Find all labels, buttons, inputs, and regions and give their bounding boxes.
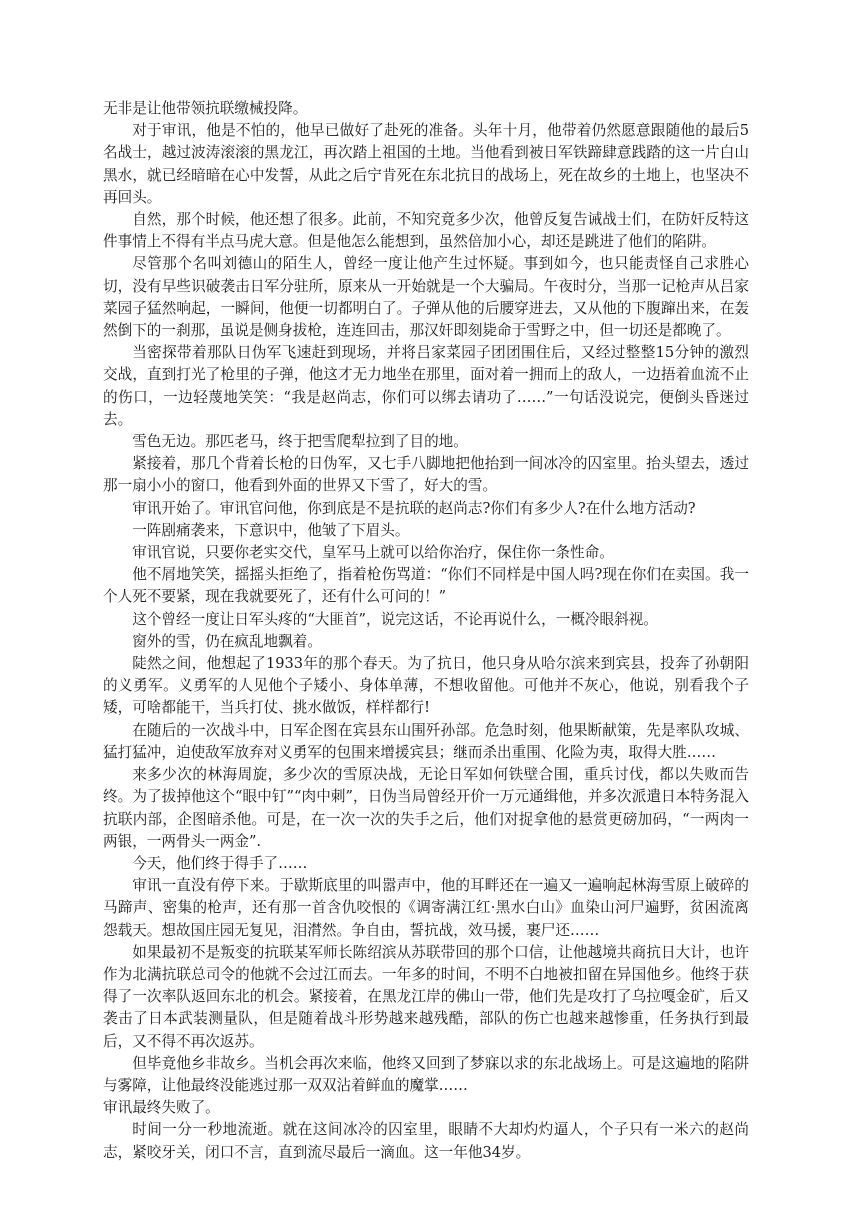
paragraph: 紧接着，那几个背着长枪的日伪军，又七手八脚地把他抬到一间冰冷的囚室里。抬头望去，透过那一扇小小的窗口，他看到外面的世界又下雪了，好大的雪。 bbox=[103, 455, 749, 495]
paragraph: 这个曾经一度让日军头疼的“大匪首”，说完这话，不论再说什么，一概冷眼斜视。 bbox=[132, 610, 658, 628]
paragraph: 一阵剧痛袭来，下意识中，他皱了下眉头。 bbox=[132, 521, 410, 539]
paragraph: 审讯最终失败了。 bbox=[103, 1099, 220, 1117]
paragraph: 在随后的一次战斗中，日军企图在宾县东山围歼孙部。危急时刻，他果断献策，先是率队攻城、猛打猛冲，迫使敌军放弃对义勇军的包围来增援宾县；继而杀出重围、化险为夷，取得大胜…… bbox=[103, 721, 749, 761]
paragraph: 自然，那个时候，他还想了很多。此前，不知究竟多少次，他曾反复告诫战士们，在防奸反特这件事情上不得有半点马虎大意。但是他怎么能想到，虽然倍加小心，却还是跳进了他们的陷阱。 bbox=[103, 211, 749, 251]
paragraph: 审讯官说，只要你老实交代，皇军马上就可以给你治疗，保住你一条性命。 bbox=[132, 544, 614, 562]
paragraph: 审讯一直没有停下来。于歇斯底里的叫嚣声中，他的耳畔还在一遍又一遍响起林海雪原上破碎的马蹄声、密集的枪声，还有那一首含仇咬恨的《调寄满江红·黑水白山》血染山河尸遍野，贫困流离怨载天。想故国庄园无复见，泪潸然。争自由，誓抗战，效马援，裹尸还…… bbox=[103, 877, 749, 939]
paragraph: 窗外的雪，仍在疯乱地飘着。 bbox=[132, 632, 322, 650]
paragraph: 但毕竟他乡非故乡。当机会再次来临，他终又回到了梦寐以求的东北战场上。可是这遍地的陷阱与雾障，让他最终没能逃过那一双双沾着鲜血的魔掌…… bbox=[103, 1054, 749, 1094]
article-body bbox=[103, 98, 749, 1164]
paragraph: 如果最初不是叛变的抗联某军师长陈绍滨从苏联带回的那个口信，让他越境共商抗日大计，也许作为北满抗联总司令的他就不会过江而去。一年多的时间，不明不白地被扣留在异国他乡。他终于获得了一次率队返回东北的机会。紧接着，在黑龙江岸的佛山一带，他们先是攻打了乌拉嘎金矿，后又袭击了日本武装测量队，但是随着战斗形势越来越残酷，部队的伤亡也越来越惨重，任务执行到最后，又不得不再次返苏。 bbox=[103, 943, 749, 1050]
paragraph: 时间一分一秒地流逝。就在这间冰冷的囚室里，眼睛不大却灼灼逼人，个子只有一米六的赵尚志，紧咬牙关，闭口不言，直到流尽最后一滴血。这一年他34岁。 bbox=[103, 1121, 749, 1161]
paragraph: 无非是让他带领抗联缴械投降。 bbox=[103, 100, 308, 117]
paragraph: 审讯开始了。审讯官问他，你到底是不是抗联的赵尚志?你们有多少人?在什么地方活动? bbox=[132, 499, 696, 517]
paragraph: 来多少次的林海周旋，多少次的雪原决战，无论日军如何铁壁合围，重兵讨伐，都以失败而告终。为了拔掉他这个“眼中钉”“肉中刺”，日伪当局曾经开价一万元通缉他，并多次派遣日本特务混入抗联内部，企图暗杀他。可是，在一次一次的失手之后，他们对捉拿他的悬赏更磅加码，“一两肉一两银，一两骨头一两金”. bbox=[103, 766, 749, 850]
paragraph: 当密探带着那队日伪军飞速赶到现场，并将吕家菜园子团团围住后，又经过整整15分钟的激烈交战，直到打光了枪里的子弹，他这才无力地坐在那里，面对着一拥而上的敌人，一边捂着血流不止的伤口，一边轻蔑地笑笑：“我是赵尚志，你们可以绑去请功了……”一句话没说完，便倒头昏迷过去。 bbox=[103, 344, 749, 428]
paragraph: 他不屑地笑笑，摇摇头拒绝了，指着枪伤骂道：“你们不同样是中国人吗?现在你们在卖国。我一个人死不要紧，现在我就要死了，还有什么可问的！” bbox=[103, 566, 749, 606]
paragraph: 陡然之间，他想起了1933年的那个春天。为了抗日，他只身从哈尔滨来到宾县，投奔了孙朝阳的义勇军。义勇军的人见他个子矮小、身体单薄，不想收留他。可他并不灰心，他说，别看我个子矮，可啥都能干，当兵打仗、挑水做饭，样样都行! bbox=[103, 655, 749, 717]
paragraph: 尽管那个名叫刘德山的陌生人，曾经一度让他产生过怀疑。事到如今，也只能责怪自己求胜心切，没有早些识破袭击日军分驻所，原来从一开始就是一个大骗局。午夜时分，当那一记枪声从吕家菜园子猛然响起，一瞬间，他便一切都明白了。子弹从他的后腰穿进去，又从他的下腹蹿出来，在轰然倒下的一刹那，虽说是侧身拔枪，连连回击，那汉奸即刻毙命于雪野之中，但一切还是都晚了。 bbox=[103, 255, 749, 340]
paragraph: 对于审讯，他是不怕的，他早已做好了赴死的准备。头年十月，他带着仍然愿意跟随他的最后5名战士，越过波涛滚滚的黑龙江，再次踏上祖国的土地。当他看到被日军铁蹄肆意践踏的这一片白山黑水，就已经暗暗在心中发誓，从此之后宁肯死在东北抗日的战场上，死在故乡的土地上，也坚决不再回头。 bbox=[103, 122, 749, 206]
paragraph: 今天，他们终于得手了…… bbox=[132, 854, 308, 872]
paragraph: 雪色无边。那匹老马，终于把雪爬犁拉到了目的地。 bbox=[132, 433, 468, 451]
